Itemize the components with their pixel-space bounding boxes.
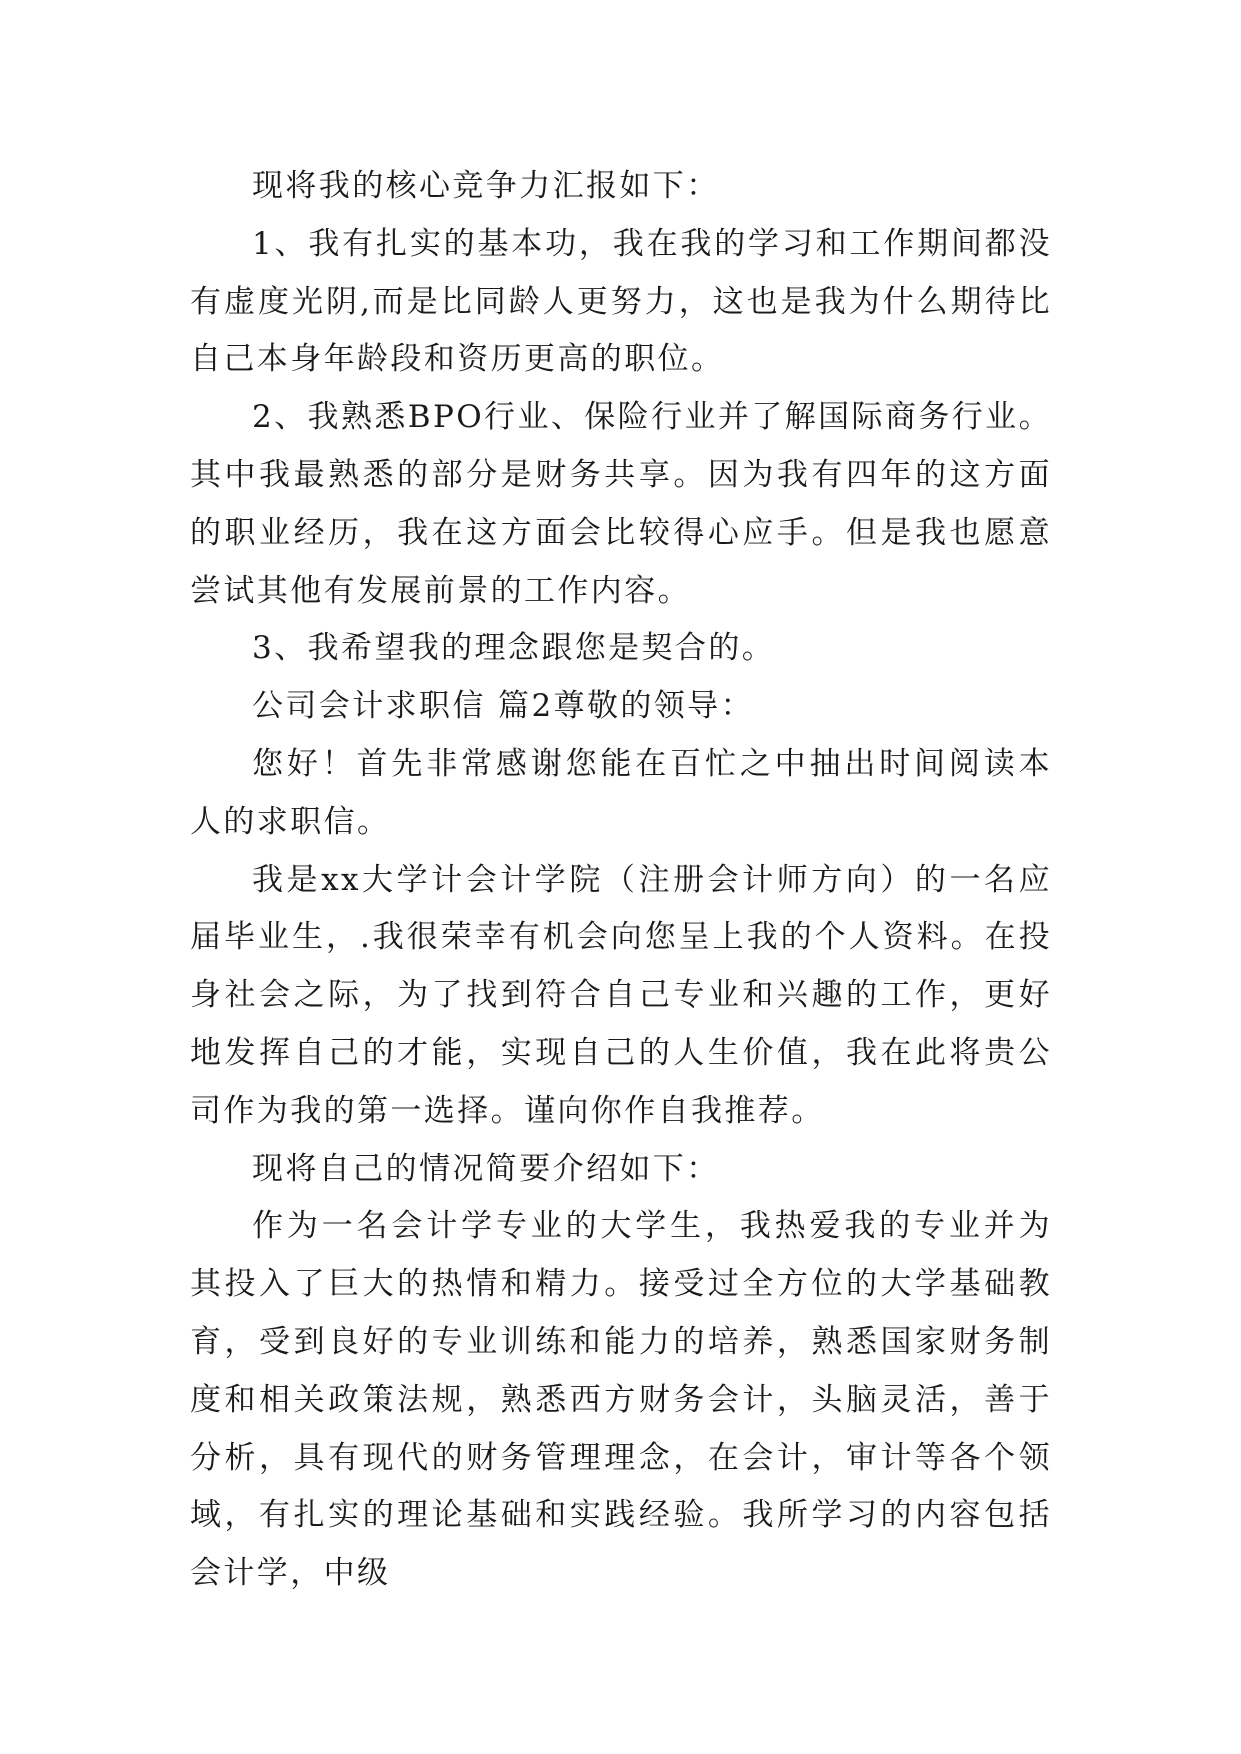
paragraph-point-3: 3、我希望我的理念跟您是契合的。 xyxy=(252,630,776,667)
paragraph-point-2: 2、我熟悉BPO行业、保险行业并了解国际商务行业。其中我最熟悉的部分是财务共享。因为我有四年的这方面的职业经历，我在这方面会比较得心应手。但是我也愿意尝试其他有发展前景的工作内容。 xyxy=(190,399,1052,609)
paragraph-letter-heading: 公司会计求职信 篇2尊敬的领导： xyxy=(252,688,754,725)
document-page xyxy=(190,158,1052,1603)
paragraph-point-1: 1、我有扎实的基本功，我在我的学习和工作期间都没有虚度光阴,而是比同龄人更努力，这也是我为什么期待比自己本身年龄段和资历更高的职位。 xyxy=(190,225,1052,378)
paragraph-competitiveness-intro: 现将我的核心竞争力汇报如下： xyxy=(252,168,720,204)
paragraph-self-introduction: 我是xx大学计会计学院（注册会计师方向）的一名应届毕业生，.我很荣幸有机会向您呈上我的个人资料。在投身社会之际，为了找到符合自己专业和兴趣的工作，更好地发挥自己的才能，实现自己的人生价值，我在此将贵公司作为我的第一选择。谨向你作自我推荐。 xyxy=(190,861,1052,1129)
paragraph-situation-intro: 现将自己的情况简要介绍如下： xyxy=(252,1150,720,1187)
paragraph-qualifications: 作为一名会计学专业的大学生，我热爱我的专业并为其投入了巨大的热情和精力。接受过全方位的大学基础教育，受到良好的专业训练和能力的培养，熟悉国家财务制度和相关政策法规，熟悉西方财务会计，头脑灵活，善于分析，具有现代的财务管理理念，在会计，审计等各个领域，有扎实的理论基础和实践经验。我所学习的内容包括会计学，中级 xyxy=(190,1208,1052,1592)
paragraph-greeting: 您好！首先非常感谢您能在百忙之中抽出时间阅读本人的求职信。 xyxy=(190,745,1052,840)
